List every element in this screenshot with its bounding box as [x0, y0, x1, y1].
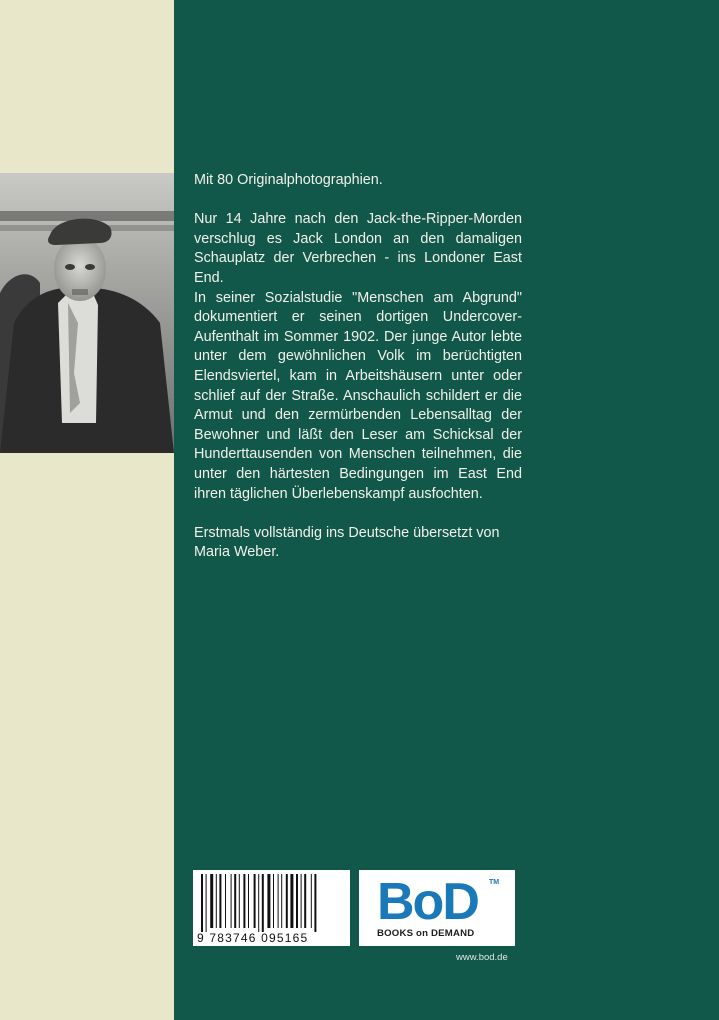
barcode-bar — [311, 874, 312, 928]
barcode-bar — [225, 874, 226, 928]
barcode-icon — [193, 870, 350, 946]
portrait-photo — [0, 173, 174, 453]
portrait-photo-icon — [0, 173, 174, 453]
barcode-bar — [286, 874, 288, 928]
barcode-bar — [273, 874, 274, 928]
barcode-bar — [296, 874, 298, 928]
blurb-text — [194, 171, 522, 563]
blurb-paragraph-2: In seiner Sozialstudie "Menschen am Abgrund" dokumentiert er seinen dortigen Undercover-Aufenthalt im Sommer 1902. Der junge Autor lebte unter dem gewöhnlichen Volk im berüchtigten Elendsviertel, kam in Arbeitshäusern unter oder schlief auf der Straße. Anschaulich schildert er die Armut und den zermürbenden Lebensalltag der Bewohner und läßt den Leser am Schicksal der Hunderttausenden von Menschen teilnehmen, die unter den härtesten Bedingungen im East End ihren täglichen Überlebenskampf ausfochten. — [194, 289, 522, 502]
barcode-bar — [219, 874, 221, 928]
barcode-bar — [231, 874, 232, 928]
publisher-logo-box — [359, 870, 515, 946]
bod-tagline: BOOKS on DEMAND — [377, 928, 475, 939]
isbn-digits: 9 783746 095165 — [197, 931, 309, 945]
isbn-barcode — [193, 870, 350, 946]
barcode-bar — [267, 874, 270, 928]
barcode-bar — [314, 874, 316, 932]
blurb-translation-credit: Erstmals vollständig ins Deutsche übersetzt von Maria Weber. — [194, 524, 500, 561]
barcode-bar — [290, 874, 293, 928]
barcode-bar — [210, 874, 213, 928]
publisher-url: www.bod.de — [456, 952, 508, 963]
barcode-bar — [239, 874, 240, 928]
barcode-bar — [248, 874, 249, 928]
barcode-bar — [278, 874, 279, 928]
barcode-bar — [254, 874, 256, 928]
bod-logo: BoD — [377, 873, 478, 931]
bod-trademark: TM — [489, 879, 500, 886]
barcode-bar — [243, 874, 245, 928]
barcode-bar — [281, 874, 282, 928]
cover-spine-left — [0, 0, 174, 1020]
blurb-paragraph-1: Nur 14 Jahre nach den Jack-the-Ripper-Morden verschlug es Jack London an den damaligen Schauplatz der Verbrechen - ins Londoner East End. — [194, 211, 522, 286]
barcode-bar — [201, 874, 203, 932]
barcode-bar — [206, 874, 207, 932]
blurb-intro: Mit 80 Originalphotographien. — [194, 172, 383, 188]
barcode-bar — [301, 874, 302, 928]
barcode-bar — [234, 874, 236, 928]
barcode-bar — [304, 874, 306, 928]
barcode-bar — [258, 874, 259, 932]
barcode-bar — [262, 874, 264, 932]
barcode-bar — [216, 874, 217, 928]
